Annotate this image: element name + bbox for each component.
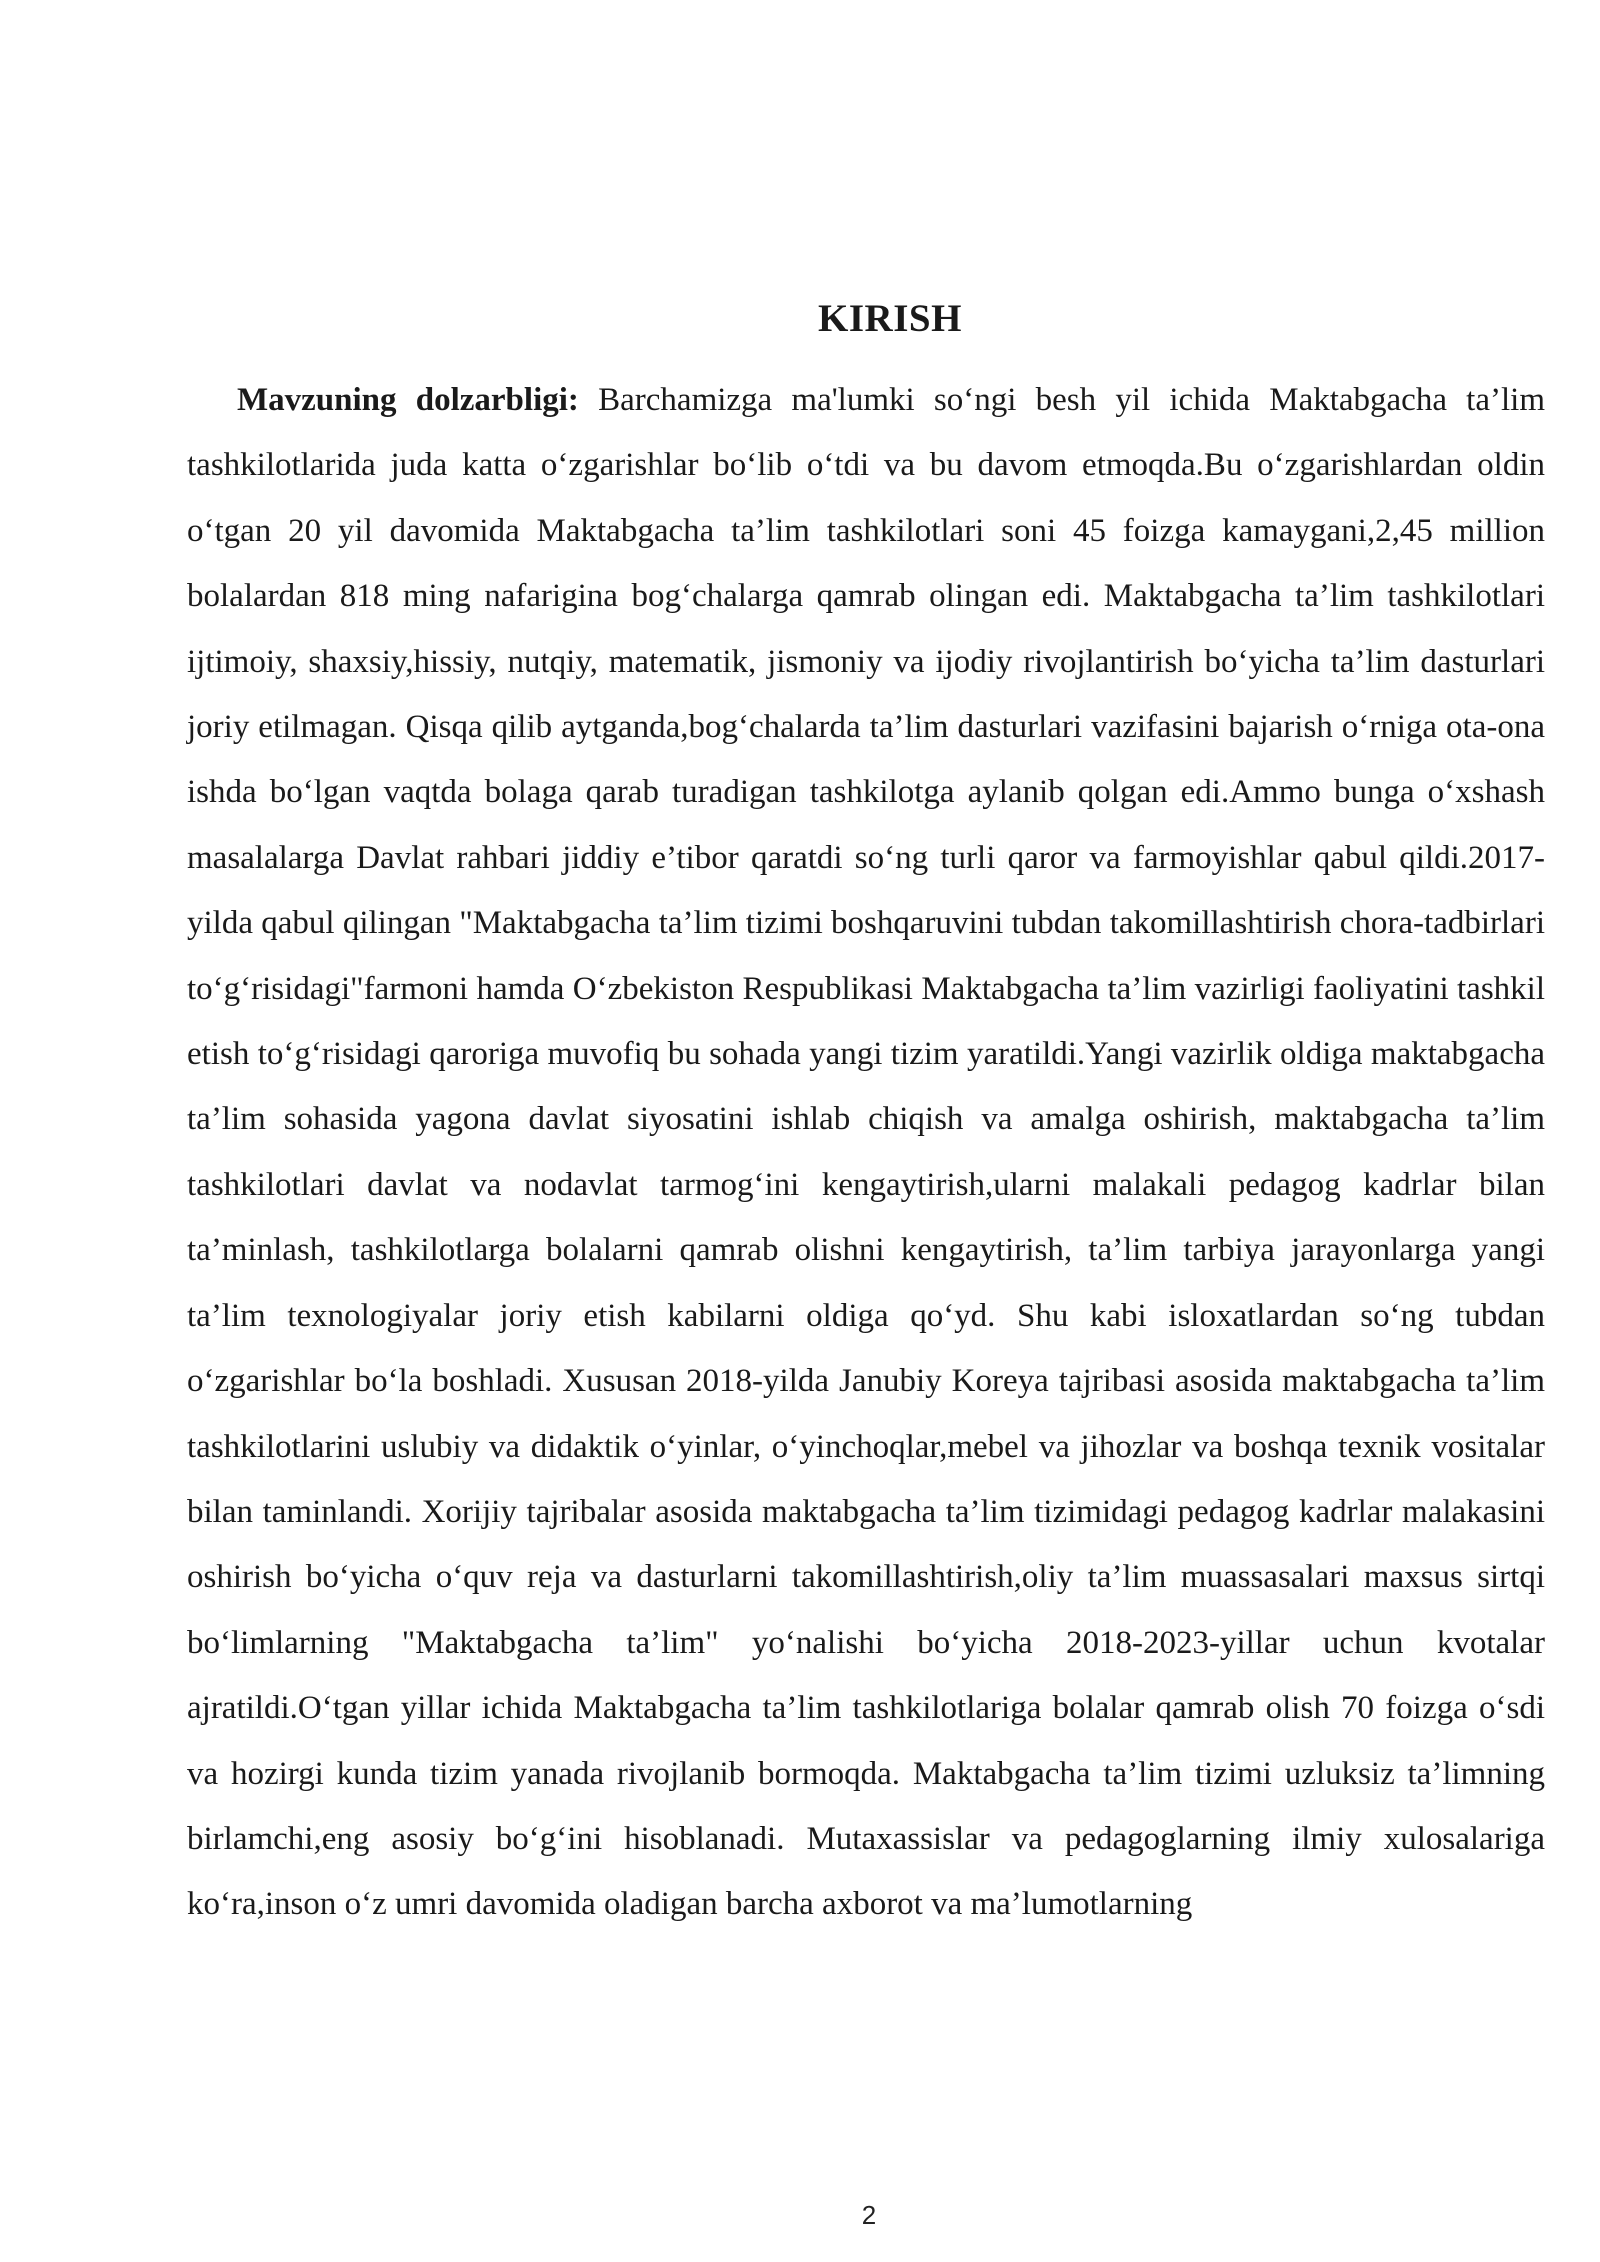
body-paragraph	[187, 368, 1545, 1938]
paragraph-text: Barchamizga ma'lumki so‘ngi besh yil ichida Maktabgacha ta’lim tashkilotlarida juda katta o‘zgarishlar bo‘lib o‘tdi va bu davom etmoqda.Bu o‘zgarishlardan oldin o‘tgan 20 yil davomida Maktabgacha ta’lim tashkilotlari soni 45 foizga kamaygani,2,45 million bolalardan 818 ming nafarigina bog‘chalarga qamrab olingan edi. Maktabgacha ta’lim tashkilotlari ijtimoiy, shaxsiy,hissiy, nutqiy, matematik, jismoniy va ijodiy rivojlantirish bo‘yicha ta’lim dasturlari joriy etilmagan. Qisqa qilib aytganda,bog‘chalarda ta’lim dasturlari vazifasini bajarish o‘rniga ota-ona ishda bo‘lgan vaqtda bolaga qarab turadigan tashkilotga aylanib qolgan edi.Ammo bunga o‘xshash masalalarga Davlat rahbari jiddiy e’tibor qaratdi so‘ng turli qaror va farmoyishlar qabul qildi.2017-yilda qabul qilingan "Maktabgacha ta’lim tizimi boshqaruvini tubdan takomillashtirish chora-tadbirlari to‘g‘risidagi"farmoni hamda O‘zbekiston Respublikasi Maktabgacha ta’lim vazirligi faoliyatini tashkil etish to‘g‘risidagi qaroriga muvofiq bu sohada yangi tizim yaratildi.Yangi vazirlik oldiga maktabgacha ta’lim sohasida yagona davlat siyosatini ishlab chiqish va amalga oshirish, maktabgacha ta’lim tashkilotlari davlat va nodavlat tarmog‘ini kengaytirish,ularni malakali pedagog kadrlar bilan ta’minlash, tashkilotlarga bolalarni qamrab olishni kengaytirish, ta’lim tarbiya jarayonlarga yangi ta’lim texnologiyalar joriy etish kabilarni oldiga qo‘yd. Shu kabi isloxatlardan so‘ng tubdan o‘zgarishlar bo‘la boshladi. Xususan 2018-yilda Janubiy Koreya tajribasi asosida maktabgacha ta’lim tashkilotlarini uslubiy va didaktik o‘yinlar, o‘yinchoqlar,mebel va jihozlar va boshqa texnik vositalar bilan taminlandi. Xorijiy tajribalar asosida maktabgacha ta’lim tizimidagi pedagog kadrlar malakasini oshirish bo‘yicha o‘quv reja va dasturlarni takomillashtirish,oliy ta’lim muassasalari maxsus sirtqi bo‘limlarning "Maktabgacha ta’lim" yo‘nalishi bo‘yicha 2018-2023-yillar uchun kvotalar ajratildi.O‘tgan yillar ichida Maktabgacha ta’lim tashkilotlariga bolalar qamrab olish 70 foizga o‘sdi va hozirgi kunda tizim yanada rivojlanib bormoqda. Maktabgacha ta’lim tizimi uzluksiz ta’limning birlamchi,eng asosiy bo‘g‘ini hisoblanadi. Mutaxassislar va pedagoglarning ilmiy xulosalariga ko‘ra,inson o‘z umri davomida oladigan barcha axborot va ma’lumotlarning	[187, 382, 1545, 1923]
paragraph-lead: Mavzuning dolzarbligi:	[237, 382, 579, 418]
page-number: 2	[861, 2200, 877, 2230]
section-title: KIRISH	[818, 297, 962, 340]
